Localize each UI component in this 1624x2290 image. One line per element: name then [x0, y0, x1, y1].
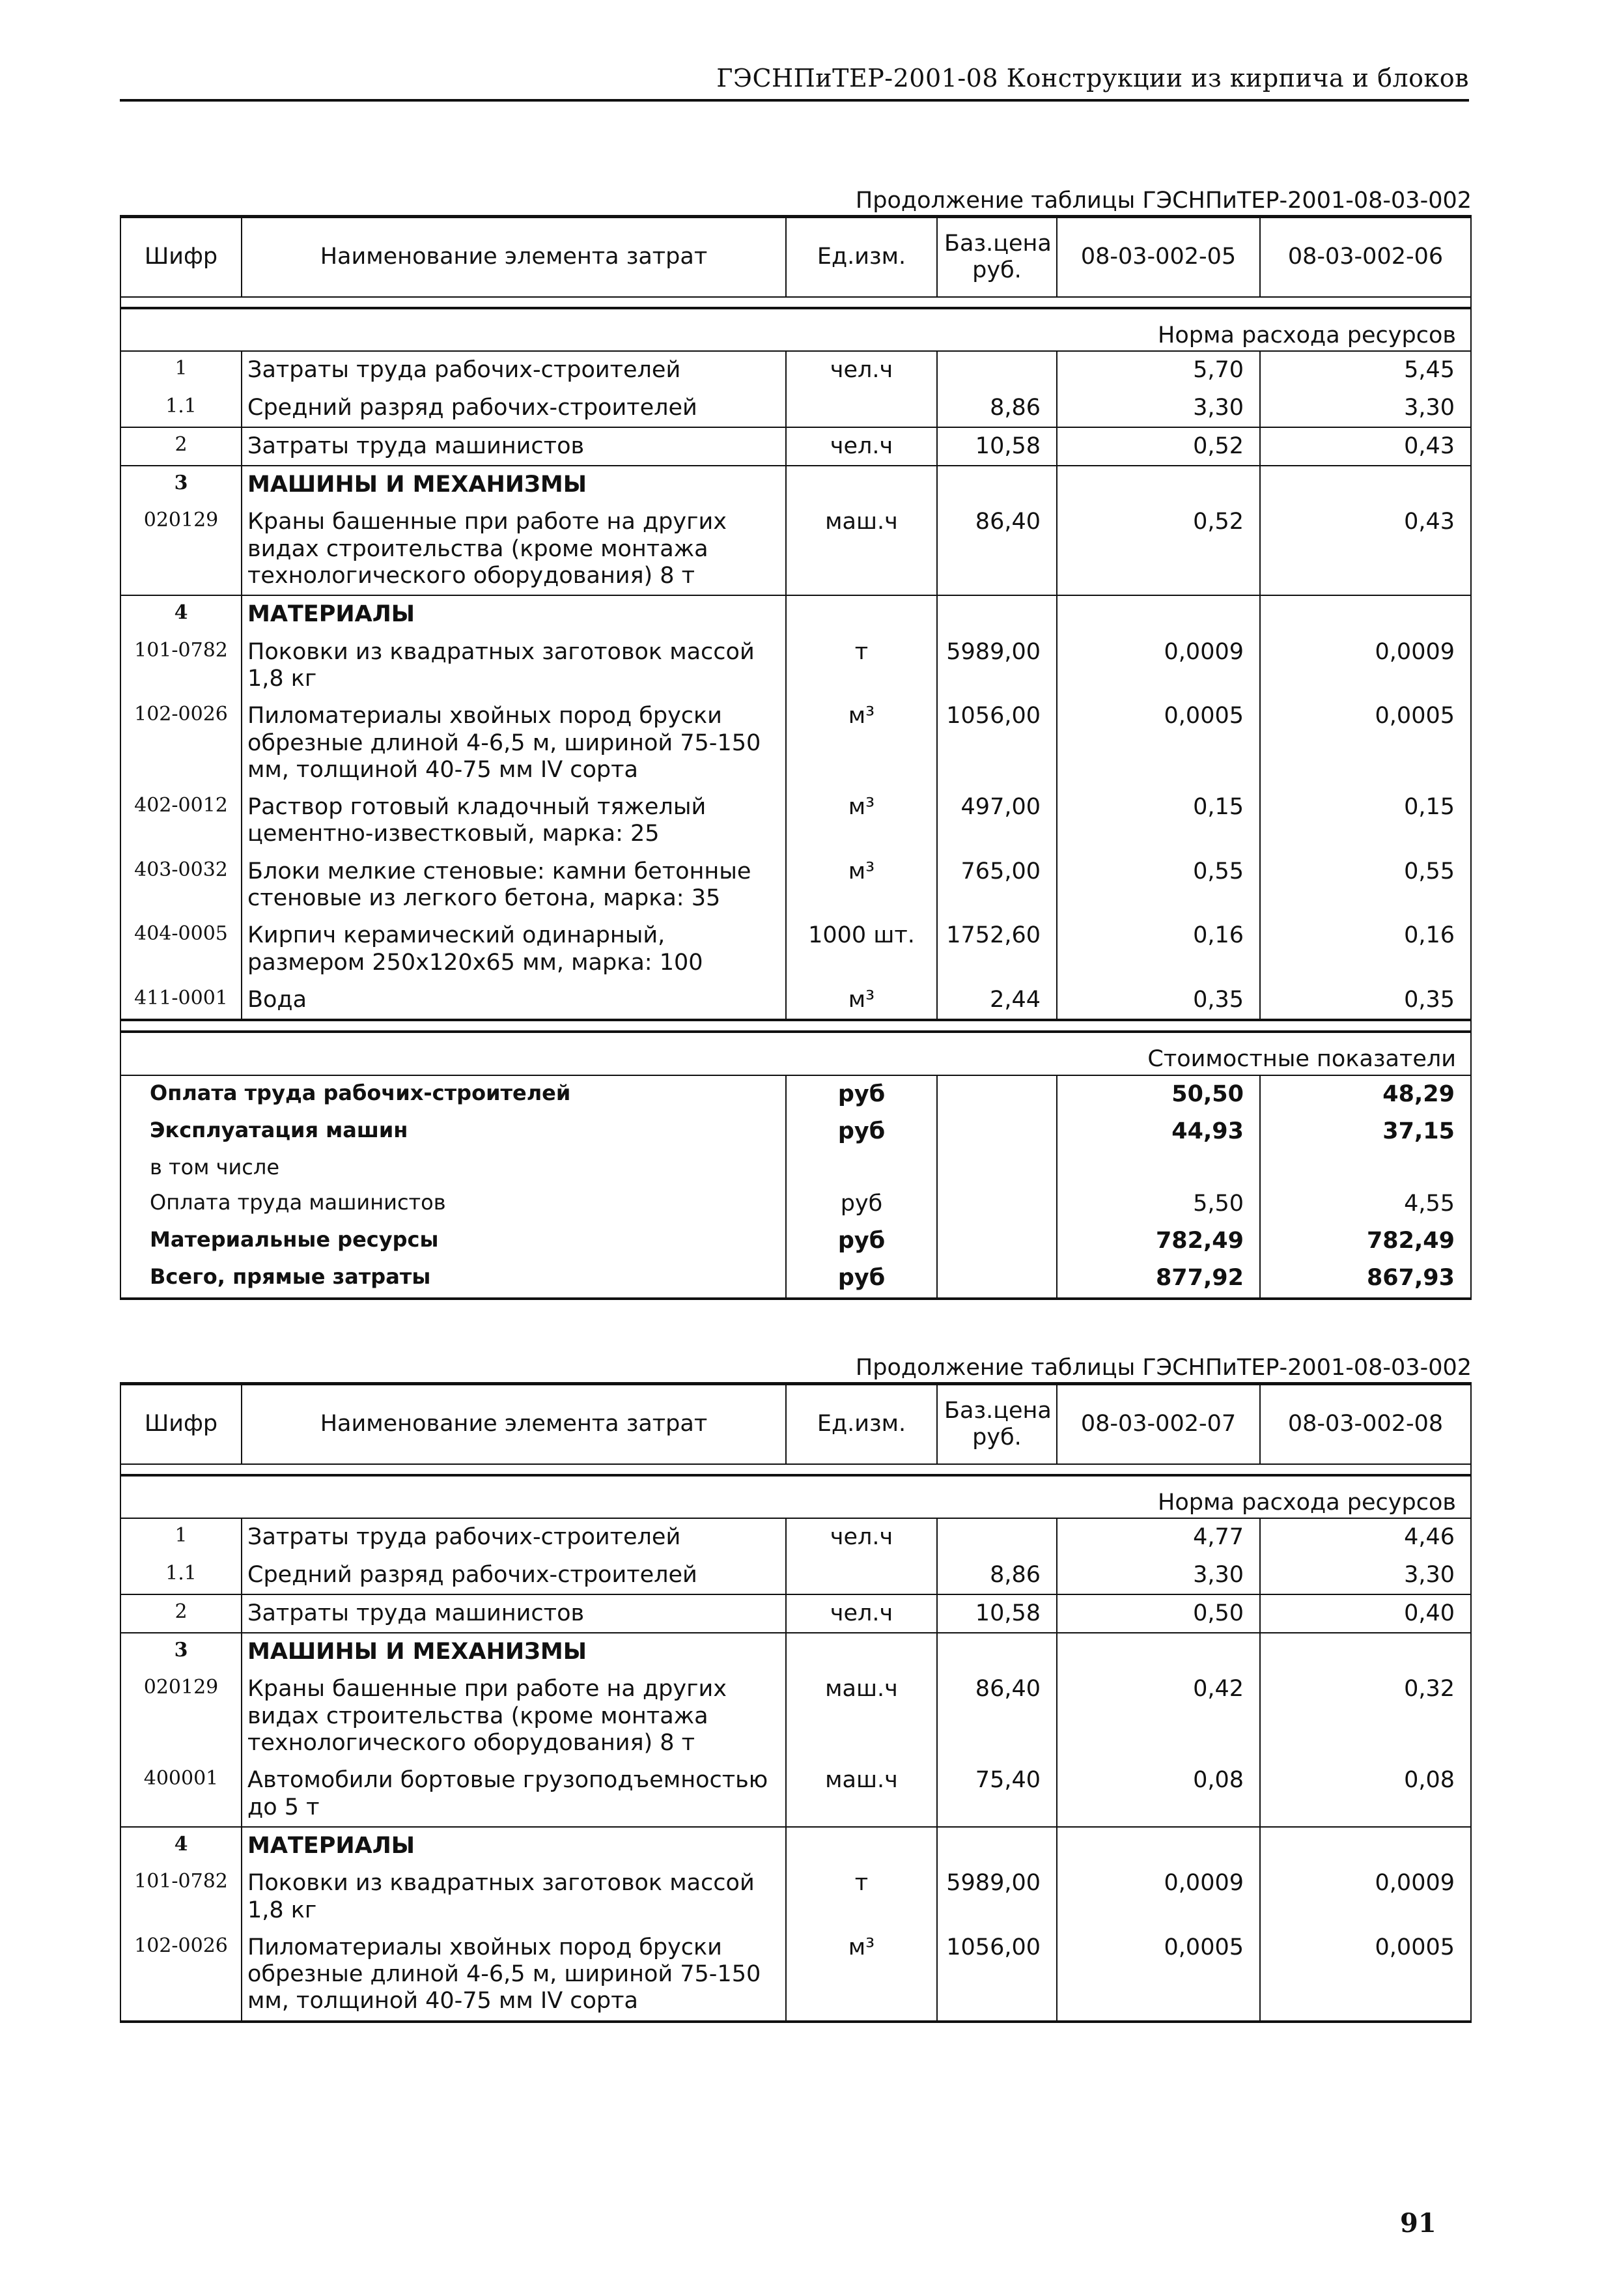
table-row — [120, 634, 1471, 698]
header-code: Шифр — [120, 217, 242, 298]
cell-price — [937, 1518, 1057, 1556]
cell-v1 — [1057, 466, 1260, 503]
cell-v1: 0,0009 — [1057, 1865, 1260, 1929]
table-row — [120, 1865, 1471, 1929]
cell-price: 86,40 — [937, 1671, 1057, 1762]
table2-block — [120, 1382, 1470, 2023]
cell-name: Пиломатериалы хвойных пород бруски обрезные длиной 4-6,5 м, шириной 75-150 мм, толщиной 40-75 мм IV сорта — [242, 698, 786, 789]
summary-v2: 867,93 — [1260, 1260, 1471, 1298]
cell-price: 765,00 — [937, 853, 1057, 918]
summary-row — [120, 1075, 1471, 1113]
cell-v2 — [1260, 595, 1471, 633]
cell-code: 101-0782 — [120, 1865, 242, 1929]
cell-price: 1056,00 — [937, 1929, 1057, 2022]
summary-row — [120, 1185, 1471, 1223]
cell-price: 10,58 — [937, 1594, 1057, 1633]
table2-caption: Продолжение таблицы ГЭСНПиТЕР-2001-08-03-002 — [855, 1355, 1472, 1381]
summary-price — [937, 1260, 1057, 1298]
section-row — [120, 1475, 1471, 1518]
cell-unit: м³ — [786, 698, 937, 789]
cell-v1: 0,16 — [1057, 917, 1260, 982]
cost-label: Стоимостные показатели — [120, 1032, 1471, 1075]
cell-v2: 4,46 — [1260, 1518, 1471, 1556]
cell-unit: маш.ч — [786, 1671, 937, 1762]
cell-v1: 0,52 — [1057, 503, 1260, 595]
cell-v1 — [1057, 1827, 1260, 1865]
summary-v1: 5,50 — [1057, 1185, 1260, 1223]
cell-name: Кирпич керамический одинарный, размером 250x120x65 мм, марка: 100 — [242, 917, 786, 982]
cell-v2: 0,35 — [1260, 982, 1471, 1020]
spacer-row — [120, 1020, 1471, 1032]
cell-unit: т — [786, 1865, 937, 1929]
cell-code: 1 — [120, 351, 242, 389]
cell-v1: 0,42 — [1057, 1671, 1260, 1762]
cell-v2: 0,32 — [1260, 1671, 1471, 1762]
cell-v1: 0,0005 — [1057, 1929, 1260, 2022]
cell-name: МАШИНЫ И МЕХАНИЗМЫ — [242, 1633, 786, 1671]
cell-code: 102-0026 — [120, 1929, 242, 2022]
header-col2: 08-03-002-08 — [1260, 1384, 1471, 1465]
header-col1: 08-03-002-05 — [1057, 217, 1260, 298]
summary-name: Оплата труда машинистов — [120, 1185, 786, 1223]
summary-row — [120, 1113, 1471, 1150]
cell-price: 5989,00 — [937, 1865, 1057, 1929]
cell-price — [937, 351, 1057, 389]
cell-v1: 0,08 — [1057, 1762, 1260, 1827]
table-row — [120, 1518, 1471, 1556]
table-row — [120, 982, 1471, 1020]
norm-label: Норма расхода ресурсов — [120, 1475, 1471, 1518]
cell-name: Раствор готовый кладочный тяжелый цементно-известковый, марка: 25 — [242, 789, 786, 853]
cell-code: 4 — [120, 1827, 242, 1865]
cell-price: 8,86 — [937, 1557, 1057, 1594]
summary-v2: 4,55 — [1260, 1185, 1471, 1223]
cell-v2 — [1260, 1633, 1471, 1671]
summary-v1: 44,93 — [1057, 1113, 1260, 1150]
summary-unit — [786, 1150, 937, 1185]
cell-v1: 0,50 — [1057, 1594, 1260, 1633]
table-row — [120, 1557, 1471, 1594]
cell-price — [937, 1827, 1057, 1865]
page-header — [120, 60, 1469, 102]
cell-unit — [786, 1827, 937, 1865]
spacer-cell — [120, 297, 1471, 308]
cell-v2: 0,55 — [1260, 853, 1471, 918]
table-row — [120, 351, 1471, 389]
cell-v1: 0,0009 — [1057, 634, 1260, 698]
header-col2: 08-03-002-06 — [1260, 217, 1471, 298]
table-row — [120, 698, 1471, 789]
spacer-row — [120, 297, 1471, 308]
table-row — [120, 1762, 1471, 1827]
cell-name: Автомобили бортовые грузоподъемностью до 5 т — [242, 1762, 786, 1827]
table-header-row — [120, 1384, 1471, 1465]
summary-row — [120, 1223, 1471, 1260]
cell-unit: чел.ч — [786, 1518, 937, 1556]
cell-name: Краны башенные при работе на других видах строительства (кроме монтажа технологического оборудования) 8 т — [242, 503, 786, 595]
summary-v2 — [1260, 1150, 1471, 1185]
table-row — [120, 1671, 1471, 1762]
table-row — [120, 853, 1471, 918]
cell-code: 411-0001 — [120, 982, 242, 1020]
cell-v2 — [1260, 1827, 1471, 1865]
cell-v2: 5,45 — [1260, 351, 1471, 389]
summary-row — [120, 1150, 1471, 1185]
cell-name: МАШИНЫ И МЕХАНИЗМЫ — [242, 466, 786, 503]
table1-caption: Продолжение таблицы ГЭСНПиТЕР-2001-08-03-002 — [855, 188, 1472, 214]
cell-code: 402-0012 — [120, 789, 242, 853]
cell-v2: 0,0009 — [1260, 634, 1471, 698]
cell-v2: 0,0005 — [1260, 1929, 1471, 2022]
section-row — [120, 308, 1471, 351]
cell-v2: 0,16 — [1260, 917, 1471, 982]
cell-code: 404-0005 — [120, 917, 242, 982]
table-header-row — [120, 217, 1471, 298]
cell-v1 — [1057, 595, 1260, 633]
summary-v1: 50,50 — [1057, 1075, 1260, 1113]
cell-code: 020129 — [120, 503, 242, 595]
cell-code: 1 — [120, 1518, 242, 1556]
cell-code: 3 — [120, 466, 242, 503]
summary-unit: руб — [786, 1113, 937, 1150]
header-unit: Ед.изм. — [786, 1384, 937, 1465]
cell-v2: 0,0005 — [1260, 698, 1471, 789]
cell-v2 — [1260, 466, 1471, 503]
cell-unit: т — [786, 634, 937, 698]
cell-name: Блоки мелкие стеновые: камни бетонные стеновые из легкого бетона, марка: 35 — [242, 853, 786, 918]
table-row — [120, 427, 1471, 466]
cell-v2: 0,15 — [1260, 789, 1471, 853]
table-row — [120, 389, 1471, 427]
cell-v1: 0,35 — [1057, 982, 1260, 1020]
resource-table-2 — [120, 1382, 1472, 2023]
table-row — [120, 789, 1471, 853]
cell-v2: 0,08 — [1260, 1762, 1471, 1827]
cell-price — [937, 1633, 1057, 1671]
summary-v1: 782,49 — [1057, 1223, 1260, 1260]
cell-name: Вода — [242, 982, 786, 1020]
summary-price — [937, 1113, 1057, 1150]
summary-unit: руб — [786, 1260, 937, 1298]
summary-price — [937, 1223, 1057, 1260]
cell-unit: чел.ч — [786, 351, 937, 389]
summary-name: Материальные ресурсы — [120, 1223, 786, 1260]
summary-unit: руб — [786, 1185, 937, 1223]
cell-price: 5989,00 — [937, 634, 1057, 698]
table-row — [120, 917, 1471, 982]
cell-unit — [786, 466, 937, 503]
summary-v2: 48,29 — [1260, 1075, 1471, 1113]
summary-price — [937, 1075, 1057, 1113]
cell-price: 75,40 — [937, 1762, 1057, 1827]
norm-label: Норма расхода ресурсов — [120, 308, 1471, 351]
cell-v1: 3,30 — [1057, 1557, 1260, 1594]
cell-v1 — [1057, 1633, 1260, 1671]
cell-price: 1752,60 — [937, 917, 1057, 982]
cell-name: Средний разряд рабочих-строителей — [242, 1557, 786, 1594]
cell-unit — [786, 389, 937, 427]
header-price: Баз.цена руб. — [937, 217, 1057, 298]
resource-table-1 — [120, 215, 1472, 1300]
cell-v1: 0,52 — [1057, 427, 1260, 466]
cell-name: Поковки из квадратных заготовок массой 1,8 кг — [242, 634, 786, 698]
cell-name: Затраты труда машинистов — [242, 1594, 786, 1633]
cell-v2: 3,30 — [1260, 389, 1471, 427]
summary-name: Оплата труда рабочих-строителей — [120, 1075, 786, 1113]
cell-price: 2,44 — [937, 982, 1057, 1020]
summary-name: Эксплуатация машин — [120, 1113, 786, 1150]
cell-name: Затраты труда машинистов — [242, 427, 786, 466]
table1-block — [120, 215, 1470, 1300]
spacer-row — [120, 1464, 1471, 1475]
cell-v1: 0,15 — [1057, 789, 1260, 853]
cell-v1: 0,0005 — [1057, 698, 1260, 789]
cell-name: Средний разряд рабочих-строителей — [242, 389, 786, 427]
cell-name: Краны башенные при работе на других видах строительства (кроме монтажа технологического оборудования) 8 т — [242, 1671, 786, 1762]
cell-name: МАТЕРИАЛЫ — [242, 1827, 786, 1865]
cell-name: Затраты труда рабочих-строителей — [242, 351, 786, 389]
spacer-cell — [120, 1020, 1471, 1032]
section-row — [120, 1032, 1471, 1075]
cell-price: 10,58 — [937, 427, 1057, 466]
cell-code: 101-0782 — [120, 634, 242, 698]
cell-code: 3 — [120, 1633, 242, 1671]
table-row — [120, 466, 1471, 503]
cell-code: 102-0026 — [120, 698, 242, 789]
summary-name: Всего, прямые затраты — [120, 1260, 786, 1298]
table-row — [120, 1827, 1471, 1865]
cell-name: Пиломатериалы хвойных пород бруски обрезные длиной 4-6,5 м, шириной 75-150 мм, толщиной 40-75 мм IV сорта — [242, 1929, 786, 2022]
cell-code: 1.1 — [120, 1557, 242, 1594]
cell-code: 020129 — [120, 1671, 242, 1762]
page-number: 91 — [1400, 2208, 1436, 2239]
cell-v1: 5,70 — [1057, 351, 1260, 389]
summary-v2: 37,15 — [1260, 1113, 1471, 1150]
summary-row — [120, 1260, 1471, 1298]
cell-unit — [786, 1633, 937, 1671]
cell-unit: маш.ч — [786, 503, 937, 595]
cell-unit: м³ — [786, 789, 937, 853]
cell-name: Поковки из квадратных заготовок массой 1,8 кг — [242, 1865, 786, 1929]
header-code: Шифр — [120, 1384, 242, 1465]
table-row — [120, 1633, 1471, 1671]
cell-code: 2 — [120, 1594, 242, 1633]
table-row — [120, 595, 1471, 633]
cell-price: 497,00 — [937, 789, 1057, 853]
cell-price: 86,40 — [937, 503, 1057, 595]
spacer-cell — [120, 1464, 1471, 1475]
summary-unit: руб — [786, 1075, 937, 1113]
header-price: Баз.цена руб. — [937, 1384, 1057, 1465]
cell-price — [937, 595, 1057, 633]
summary-price — [937, 1185, 1057, 1223]
cell-name: МАТЕРИАЛЫ — [242, 595, 786, 633]
cell-unit: м³ — [786, 982, 937, 1020]
summary-name: в том числе — [120, 1150, 786, 1185]
cell-code: 400001 — [120, 1762, 242, 1827]
cell-v2: 3,30 — [1260, 1557, 1471, 1594]
cell-unit: 1000 шт. — [786, 917, 937, 982]
cell-code: 2 — [120, 427, 242, 466]
cell-price: 8,86 — [937, 389, 1057, 427]
cell-unit: чел.ч — [786, 1594, 937, 1633]
cell-v1: 3,30 — [1057, 389, 1260, 427]
cell-name: Затраты труда рабочих-строителей — [242, 1518, 786, 1556]
table-row — [120, 1594, 1471, 1633]
cell-v2: 0,43 — [1260, 503, 1471, 595]
summary-v2: 782,49 — [1260, 1223, 1471, 1260]
summary-unit: руб — [786, 1223, 937, 1260]
cell-unit: м³ — [786, 853, 937, 918]
cell-unit: чел.ч — [786, 427, 937, 466]
cell-price: 1056,00 — [937, 698, 1057, 789]
table-row — [120, 503, 1471, 595]
table-row — [120, 1929, 1471, 2022]
header-title: ГЭСНПиТЕР-2001-08 Конструкции из кирпича и блоков — [716, 64, 1469, 92]
cell-v2: 0,0009 — [1260, 1865, 1471, 1929]
header-name: Наименование элемента затрат — [242, 1384, 786, 1465]
summary-v1 — [1057, 1150, 1260, 1185]
summary-price — [937, 1150, 1057, 1185]
header-name: Наименование элемента затрат — [242, 217, 786, 298]
summary-v1: 877,92 — [1057, 1260, 1260, 1298]
cell-code: 1.1 — [120, 389, 242, 427]
cell-unit — [786, 595, 937, 633]
header-unit: Ед.изм. — [786, 217, 937, 298]
cell-v2: 0,43 — [1260, 427, 1471, 466]
cell-v1: 4,77 — [1057, 1518, 1260, 1556]
cell-unit: м³ — [786, 1929, 937, 2022]
cell-unit: маш.ч — [786, 1762, 937, 1827]
cell-v1: 0,55 — [1057, 853, 1260, 918]
header-col1: 08-03-002-07 — [1057, 1384, 1260, 1465]
cell-code: 4 — [120, 595, 242, 633]
cell-v2: 0,40 — [1260, 1594, 1471, 1633]
cell-unit — [786, 1557, 937, 1594]
cell-code: 403-0032 — [120, 853, 242, 918]
cell-price — [937, 466, 1057, 503]
